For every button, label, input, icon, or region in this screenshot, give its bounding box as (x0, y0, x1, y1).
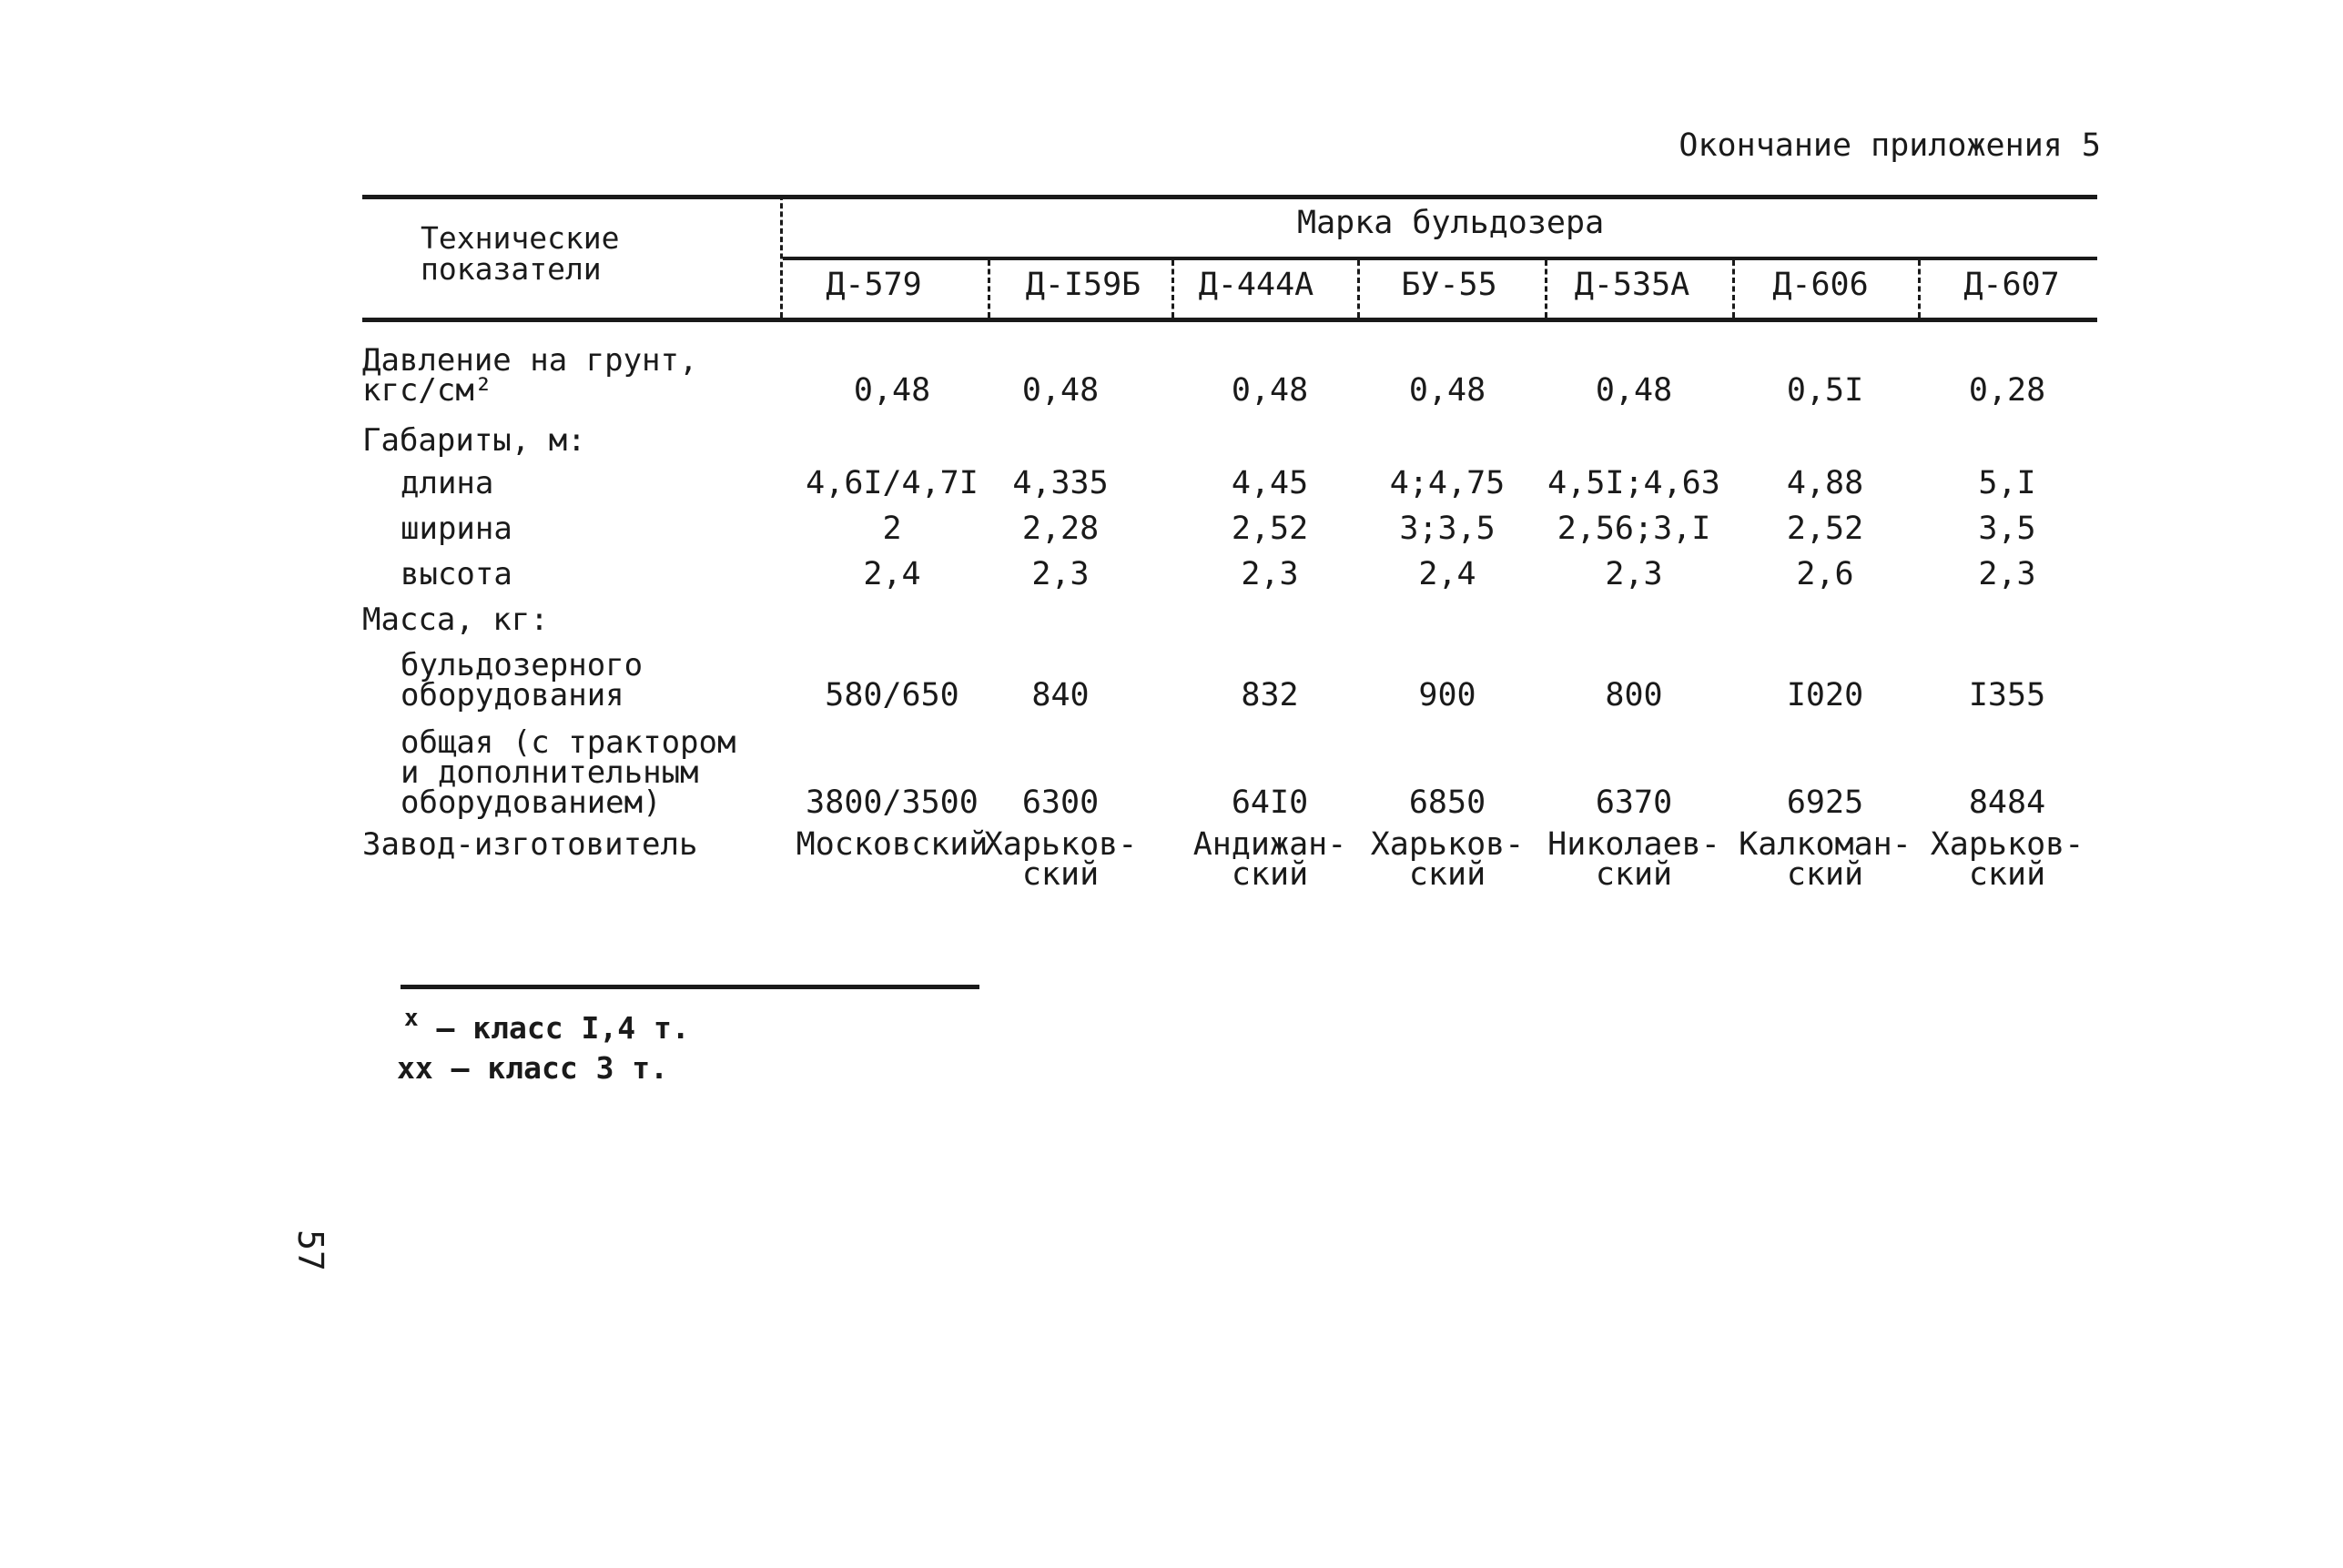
footnote-1-text: – класс I,4 т. (436, 1010, 690, 1046)
header-bottom-rule (362, 318, 2097, 322)
table-cell: 3800/3500 (806, 784, 979, 821)
table-cell: 0,48 (1408, 372, 1486, 409)
row-label (401, 647, 644, 713)
table-cell: 2,28 (1021, 511, 1100, 547)
table-cell: 8484 (1968, 784, 2046, 821)
table-cell (796, 826, 989, 863)
header-left-line-2: показатели (421, 251, 602, 287)
table-cell-line: Калкоман- (1739, 826, 1912, 863)
table-cell: 580/650 (825, 677, 959, 713)
footnote-1 (404, 1005, 690, 1046)
row-label (401, 724, 736, 821)
table-cell: 2,4 (863, 556, 921, 592)
row-label (362, 826, 698, 863)
footnote-2 (397, 1050, 668, 1086)
header-technical-indicators (421, 220, 620, 287)
table-cell: I020 (1786, 677, 1864, 713)
row-label-line: длина (401, 465, 494, 501)
table-cell: 5,I (1978, 465, 2036, 501)
column-separator (780, 195, 783, 318)
table-cell: 840 (1031, 677, 1090, 713)
footnote-1-mark: x (404, 1005, 419, 1032)
row-label-line: кгс/см² (362, 372, 493, 409)
table-cell-line: Московский (796, 826, 989, 863)
table-cell: 2,6 (1796, 556, 1854, 592)
table-cell: I355 (1968, 677, 2046, 713)
brand-header-d607: Д-607 (1963, 267, 2060, 303)
row-label-line: Габариты, м: (362, 422, 586, 459)
brand-header-rule (783, 257, 2097, 260)
footnote-2-text: – класс 3 т. (451, 1050, 669, 1086)
table-cell: 2,3 (1605, 556, 1663, 592)
row-label (362, 602, 549, 638)
table-cell: 900 (1418, 677, 1476, 713)
table-cell (1739, 826, 1912, 893)
table-cell (1192, 826, 1347, 893)
row-label-line: общая (с трактором (401, 724, 736, 761)
page-number: 57 (289, 1229, 330, 1271)
table-cell: 0,28 (1968, 372, 2046, 409)
table-cell-line: ский (1968, 856, 2046, 893)
header-left-line-1: Технические (421, 220, 620, 256)
table-cell: 6300 (1021, 784, 1100, 821)
row-label-line: высота (401, 556, 512, 592)
row-label-line: Масса, кг: (362, 602, 549, 638)
row-label (401, 556, 512, 592)
table-cell: 0,48 (1231, 372, 1309, 409)
table-cell: 0,48 (1595, 372, 1673, 409)
column-separator (1918, 260, 1921, 318)
table-cell-line: ский (1595, 856, 1673, 893)
table-cell: 832 (1241, 677, 1299, 713)
column-separator (1357, 260, 1360, 318)
table-cell: 0,48 (853, 372, 931, 409)
table-cell: 800 (1605, 677, 1663, 713)
column-separator (1172, 260, 1174, 318)
table-cell-line: ский (1021, 856, 1100, 893)
table-cell (1547, 826, 1720, 893)
table-cell (983, 826, 1138, 893)
table-cell (1930, 826, 2084, 893)
table-cell-line: ский (1786, 856, 1864, 893)
footnote-2-mark: xx (397, 1050, 433, 1086)
table-cell: 3,5 (1978, 511, 2036, 547)
row-label (401, 465, 494, 501)
row-label-line: оборудования (401, 677, 624, 713)
table-cell-line: Андижан- (1192, 826, 1347, 863)
table-cell: 4,45 (1231, 465, 1309, 501)
brand-header-d535a: Д-535А (1574, 267, 1690, 303)
brand-header-d579: Д-579 (826, 267, 922, 303)
appendix-caption: Окончание приложения 5 (1679, 127, 2101, 164)
table-cell: 6850 (1408, 784, 1486, 821)
brand-header-d444a: Д-444А (1198, 267, 1314, 303)
row-label-line: и дополнительным (401, 754, 699, 791)
table-cell-line: ский (1231, 856, 1309, 893)
table-cell: 3;3,5 (1399, 511, 1496, 547)
table-cell: 6370 (1595, 784, 1673, 821)
table-cell: 2,52 (1231, 511, 1309, 547)
brand-header-d606: Д-606 (1772, 267, 1869, 303)
row-label-line: Давление на грунт, (362, 342, 698, 379)
table-cell: 2,4 (1418, 556, 1476, 592)
table-cell-line: Харьков- (1930, 826, 2084, 863)
table-cell: 6925 (1786, 784, 1864, 821)
table-cell: 0,5I (1786, 372, 1864, 409)
table-cell: 64I0 (1231, 784, 1309, 821)
brand-header-bu55: БУ-55 (1401, 267, 1497, 303)
table-cell: 2,52 (1786, 511, 1864, 547)
row-label-line: оборудованием) (401, 784, 662, 821)
table-cell-line: Харьков- (1370, 826, 1525, 863)
table-cell: 2,3 (1241, 556, 1299, 592)
column-separator (1732, 260, 1735, 318)
column-separator (988, 260, 990, 318)
table-cell: 0,48 (1021, 372, 1100, 409)
footnote-rule (401, 985, 979, 989)
table-cell: 2,3 (1031, 556, 1090, 592)
table-cell-line: ский (1408, 856, 1486, 893)
table-cell (1370, 826, 1525, 893)
row-label-line: Завод-изготовитель (362, 826, 698, 863)
table-top-rule (362, 195, 2097, 199)
row-label-line: бульдозерного (401, 647, 644, 683)
row-label-line: ширина (401, 511, 512, 547)
table-cell: 4,335 (1012, 465, 1109, 501)
table-cell: 2 (882, 511, 902, 547)
table-cell-line: Харьков- (983, 826, 1138, 863)
table-cell: 4,88 (1786, 465, 1864, 501)
brand-header-d159b: Д-I59Б (1025, 267, 1141, 303)
table-cell: 4,5I;4,63 (1547, 465, 1720, 501)
table-cell: 4,6I/4,7I (806, 465, 979, 501)
table-cell: 2,56;3,I (1557, 511, 1711, 547)
row-label (401, 511, 512, 547)
header-bulldozer-brand: Марка бульдозера (1297, 205, 1605, 241)
table-cell-line: Николаев- (1547, 826, 1720, 863)
column-separator (1545, 260, 1547, 318)
row-label (362, 422, 586, 459)
row-label (362, 342, 698, 409)
table-cell: 4;4,75 (1389, 465, 1506, 501)
table-cell: 2,3 (1978, 556, 2036, 592)
